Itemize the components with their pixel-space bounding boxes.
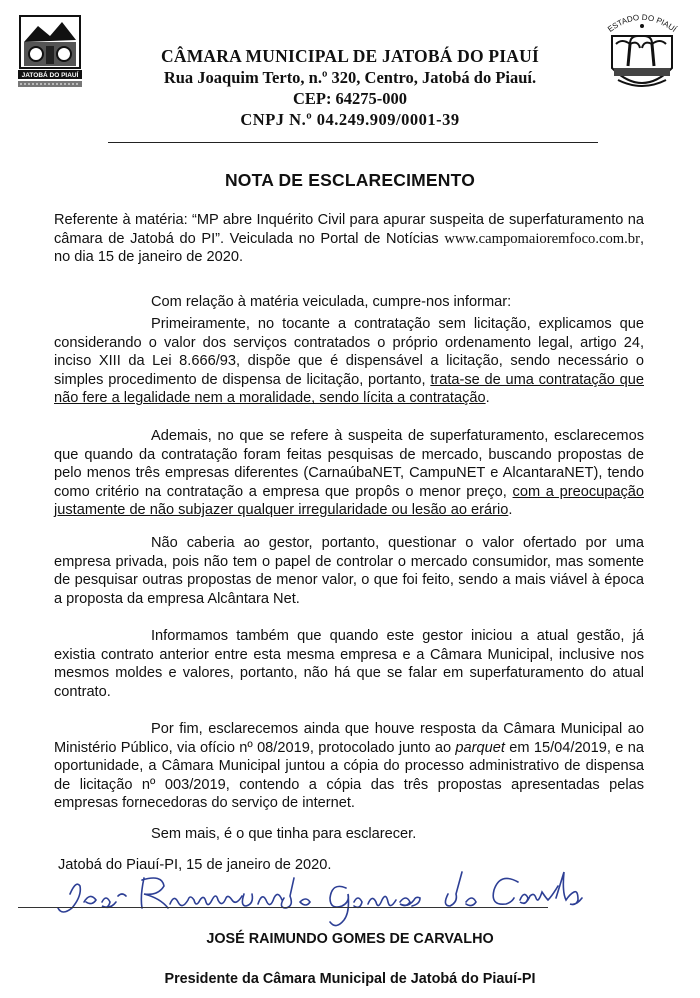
paragraph-1 [54,315,644,408]
paragraph-5-italic: parquet [455,739,505,756]
reference-paragraph [54,211,644,267]
signature-line [18,907,548,908]
paragraph-2-end: . [508,502,513,519]
municipal-logo-text: JATOBÁ DO PIAUÍ [21,72,79,79]
intro-paragraph: Com relação à matéria veiculada, cumpre-nos informar: [151,294,512,310]
reference-site: www.campomaioremfoco.com.br [444,230,640,247]
reference-text: Referente à matéria: “MP abre Inquérito Civil para apurar suspeita de superfaturamento na câmara de Jatobá do PI”. Veiculada no Portal de Notícias [54,212,644,247]
header-divider [108,142,598,143]
paragraph-1-end: . [485,390,490,407]
document-title: NOTA DE ESCLARECIMENTO [224,170,476,190]
institution-address: Rua Joaquim Terto, n.º 320, Centro, Jatobá do Piauí. [163,68,537,87]
paragraph-4: Informamos também que quando este gestor iniciou a atual gestão, já existia contrato anterior entre esta mesma empresa e a Câmara Municipal, inclusive nos mesmos moldes e valores, portanto, não há que se falar em superfaturamento do atual contrato. [54,628,644,700]
paragraph-2-text: Ademais, no que se refere à suspeita de superfaturamento, esclarecemos que quando da contratação foram feitas pesquisas de mercado, buscando propostas de pelo menos três empresas diferentes (CarnaúbaNET, CampuNET e AlcantaraNET), tendo como critério na contratação a empresa que propôs o menor preço, [54,428,644,500]
institution-cnpj: CNPJ N.º 04.249.909/0001-39 [240,110,460,129]
institution-cep: CEP: 64275-000 [292,89,408,108]
handwritten-signature [48,850,588,930]
letterhead [100,46,600,130]
signer-name: JOSÉ RAIMUNDO GOMES DE CARVALHO [206,931,494,947]
paragraph-5-text: Por fim, esclarecemos ainda que houve resposta da Câmara Municipal ao Ministério Público, via ofício nº 08/2019, protocolado junto ao [54,721,644,756]
paragraph-1-underlined: trata-se de uma contratação que não fere a legalidade nem a moralidade, sendo lícita a contratação [54,371,644,407]
paragraph-5-text-end: em 15/04/2019, e na oportunidade, a Câmara Municipal juntou a cópia do processo administrativo de dispensa de licitação nº 003/2019, contendo a cópia das três propostas apresentadas pelas empresas fornecedoras do serviço de internet. [54,739,645,812]
state-seal [598,8,686,100]
signer-role: Presidente da Câmara Municipal de Jatobá do Piauí-PI [164,971,536,987]
paragraph-2-underlined: com a preocupação justamente de não subjazer qualquer irregularidade ou lesão ao erário [54,483,644,519]
institution-name: CÂMARA MUNICIPAL DE JATOBÁ DO PIAUÍ [161,46,539,66]
municipal-logo [14,12,86,92]
reference-date: , no dia 15 de janeiro de 2020. [54,230,644,266]
paragraph-2 [54,427,644,520]
paragraph-5 [54,720,644,813]
paragraph-3: Não caberia ao gestor, portanto, questionar o valor ofertado por uma empresa privada, pois não tem o papel de controlar o mercado consumidor, mas somente de pesquisar outras propostas de menor valor, o que foi feito, sendo a mais viável à época a proposta da empresa Alcântara Net. [54,535,644,607]
paragraph-1-text: Primeiramente, no tocante a contratação sem licitação, explicamos que considerando o valor dos serviços contratados o próprio ordenamento legal, artigo 24, inciso XIII da Lei 8.666/93, dispõe que é dispensável a licitação, sendo necessário o simples procedimento de dispensa de licitação, portanto, [54,316,644,388]
place-date: Jatobá do Piauí-PI, 15 de janeiro de 2020. [58,857,332,873]
state-seal-text: ESTADO DO PIAUÍ [606,12,679,34]
closing-line: Sem mais, é o que tinha para esclarecer. [151,826,417,842]
